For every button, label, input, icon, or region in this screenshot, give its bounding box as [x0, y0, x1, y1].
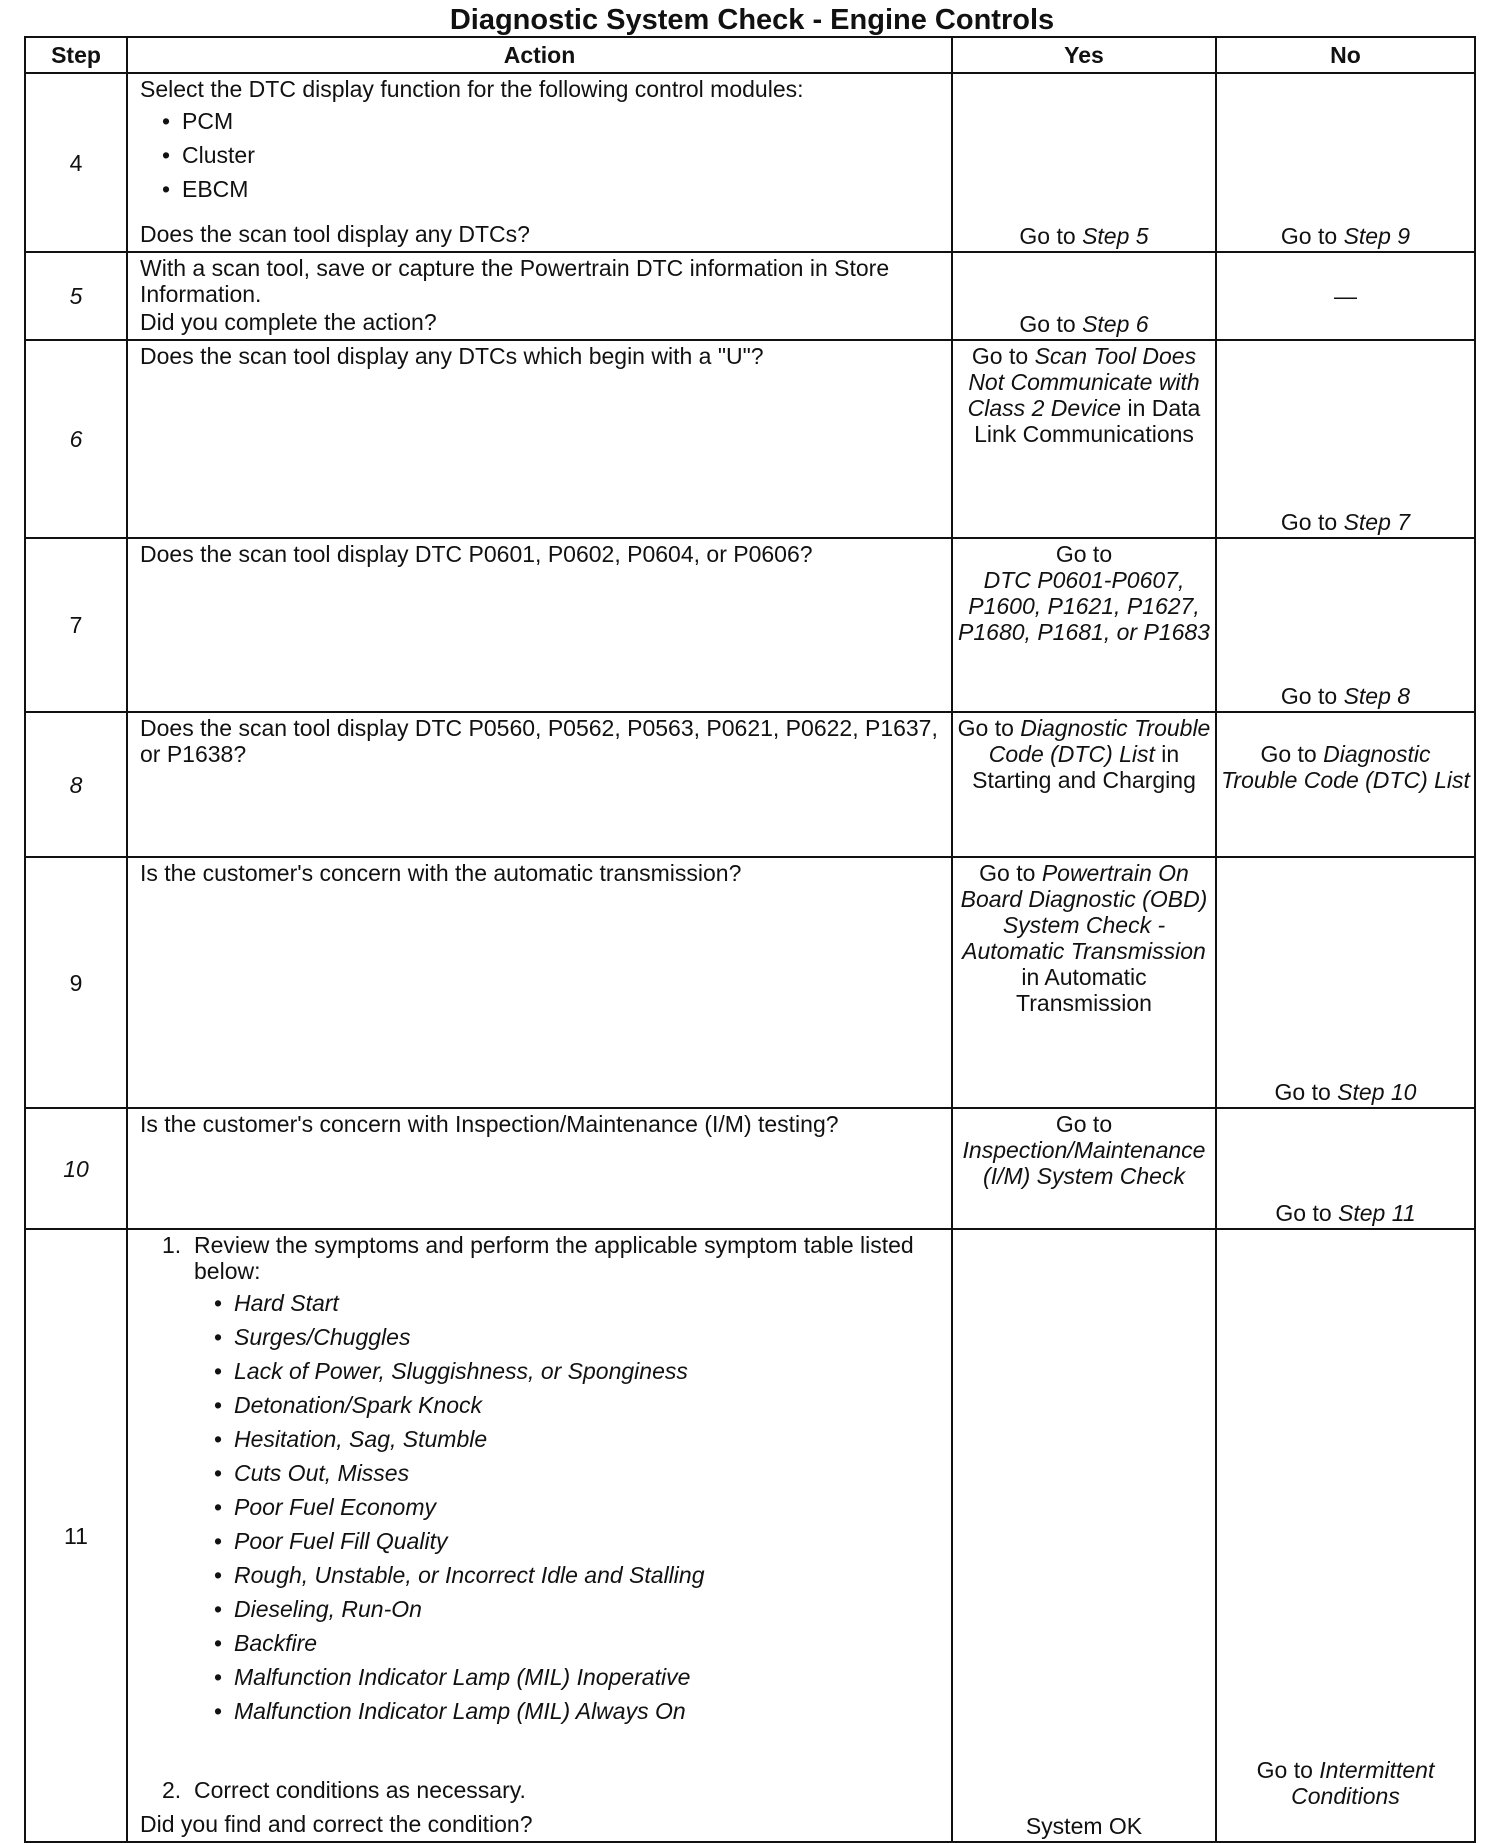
- item-number: 1.: [162, 1232, 182, 1258]
- action-cell: [127, 340, 952, 538]
- symptom-item: • Dieseling, Run-On: [214, 1596, 945, 1622]
- no-prefix: Go to: [1260, 741, 1324, 767]
- question-text: Is the customer's concern with Inspection/Maintenance (I/M) testing?: [140, 1111, 839, 1137]
- no-cell: [1216, 712, 1475, 857]
- table-row: [25, 1108, 1475, 1229]
- yes-prefix: Go to: [1019, 311, 1083, 337]
- module-item: • EBCM: [162, 176, 945, 202]
- no-prefix: Go to: [1280, 223, 1344, 249]
- symptom-item: • Rough, Unstable, or Incorrect Idle and Stalling: [214, 1562, 945, 1588]
- yes-cell: [952, 1108, 1216, 1229]
- yes-prefix: Go to: [979, 860, 1042, 886]
- no-link: Diagnostic Trouble Code (DTC) List: [1221, 741, 1470, 793]
- yes-cell: [952, 73, 1216, 252]
- module-item: • Cluster: [162, 142, 945, 168]
- symptom-item: • Backfire: [214, 1630, 945, 1656]
- yes-link: Inspection/Maintenance (I/M) System Check: [962, 1137, 1206, 1189]
- action-cell: [127, 73, 952, 252]
- header-step: Step: [25, 37, 127, 73]
- step-number: 8: [25, 712, 127, 857]
- question-text: Is the customer's concern with the automatic transmission?: [140, 860, 742, 886]
- yes-cell: [952, 1229, 1216, 1842]
- yes-cell: [952, 340, 1216, 538]
- no-link: Step 8: [1343, 683, 1411, 709]
- no-cell: [1216, 857, 1475, 1108]
- yes-suffix: in Data Link Communications: [974, 395, 1201, 447]
- no-prefix: Go to: [1280, 509, 1344, 535]
- yes-cell: [952, 712, 1216, 857]
- action-text: Select the DTC display function for the following control modules:: [140, 76, 804, 102]
- step-number: 10: [25, 1108, 127, 1229]
- yes-cell: [952, 538, 1216, 712]
- no-cell: [1216, 1108, 1475, 1229]
- no-link: Step 11: [1338, 1200, 1416, 1226]
- action-cell: [127, 538, 952, 712]
- action-cell: [127, 857, 952, 1108]
- symptom-item: • Cuts Out, Misses: [214, 1460, 945, 1486]
- no-cell: [1216, 538, 1475, 712]
- step-number: 6: [25, 340, 127, 538]
- symptom-item: • Poor Fuel Fill Quality: [214, 1528, 945, 1554]
- no-cell: [1216, 340, 1475, 538]
- no-prefix: Go to: [1256, 1757, 1320, 1783]
- no-cell: —: [1216, 252, 1475, 340]
- yes-prefix: Go to: [957, 715, 1021, 741]
- yes-result: System OK: [1025, 1813, 1143, 1839]
- header-row: [25, 37, 1475, 73]
- no-cell: [1216, 73, 1475, 252]
- action-text: With a scan tool, save or capture the Powertrain DTC information in Store Information.: [140, 255, 890, 307]
- no-prefix: Go to: [1275, 1200, 1339, 1226]
- header-action: Action: [127, 37, 952, 73]
- question-text: Does the scan tool display any DTCs which begin with a "U"?: [140, 343, 764, 369]
- step-number: 5: [25, 252, 127, 340]
- symptom-item: • Malfunction Indicator Lamp (MIL) Always On: [214, 1698, 945, 1724]
- action-cell: [127, 1108, 952, 1229]
- table-row: [25, 1229, 1475, 1842]
- table-row: [25, 73, 1475, 252]
- header-yes: Yes: [952, 37, 1216, 73]
- no-prefix: Go to: [1274, 1079, 1338, 1105]
- question-text: Does the scan tool display any DTCs?: [140, 221, 530, 247]
- no-link: Step 7: [1343, 509, 1411, 535]
- item-text: Correct conditions as necessary.: [194, 1777, 526, 1803]
- yes-suffix: in Starting and Charging: [972, 741, 1196, 793]
- diagnostic-table: [24, 36, 1476, 1843]
- yes-link: Diagnostic Trouble Code (DTC) List: [988, 715, 1211, 767]
- yes-cell: [952, 252, 1216, 340]
- action-cell: [127, 1229, 952, 1842]
- item-number: 2.: [162, 1777, 182, 1803]
- no-link: Step 9: [1343, 223, 1411, 249]
- symptom-item: • Hard Start: [214, 1290, 945, 1316]
- table-row: [25, 340, 1475, 538]
- page-title: Diagnostic System Check - Engine Controls: [449, 4, 1055, 36]
- action-cell: [127, 712, 952, 857]
- item-text: Review the symptoms and perform the applicable symptom table listed below:: [194, 1232, 914, 1284]
- table-row: [25, 712, 1475, 857]
- symptom-item: • Lack of Power, Sluggishness, or Sponginess: [214, 1358, 945, 1384]
- yes-prefix: Go to: [971, 343, 1035, 369]
- yes-link: Scan Tool Does Not Communicate with Class 2 Device: [967, 343, 1200, 421]
- no-prefix: Go to: [1280, 683, 1344, 709]
- no-link: Step 10: [1337, 1079, 1417, 1105]
- symptom-item: • Detonation/Spark Knock: [214, 1392, 945, 1418]
- yes-link: Powertrain On Board Diagnostic (OBD) System Check - Automatic Transmission: [960, 860, 1208, 964]
- yes-cell: [952, 857, 1216, 1108]
- no-cell: [1216, 1229, 1475, 1842]
- yes-prefix: Go to: [1055, 1111, 1113, 1137]
- step-number: 11: [25, 1229, 127, 1842]
- table-row: [25, 857, 1475, 1108]
- symptom-item: • Malfunction Indicator Lamp (MIL) Inoperative: [214, 1664, 945, 1690]
- step-number: 7: [25, 538, 127, 712]
- step-number: 4: [25, 73, 127, 252]
- action-cell: [127, 252, 952, 340]
- yes-link: DTC P0601-P0607, P1600, P1621, P1627, P1680, P1681, or P1683: [958, 567, 1210, 645]
- step-number: 9: [25, 857, 127, 1108]
- question-text: Does the scan tool display DTC P0601, P0602, P0604, or P0606?: [140, 541, 813, 567]
- table-row: [25, 252, 1475, 340]
- question-text: Did you find and correct the condition?: [140, 1811, 533, 1837]
- symptom-item: • Surges/Chuggles: [214, 1324, 945, 1350]
- question-text: Did you complete the action?: [140, 309, 437, 335]
- header-no: No: [1216, 37, 1475, 73]
- yes-prefix: Go to: [1019, 223, 1083, 249]
- yes-suffix: in Automatic Transmission: [1016, 964, 1152, 1016]
- yes-prefix: Go to: [1055, 541, 1113, 567]
- no-link: Intermittent Conditions: [1291, 1757, 1435, 1809]
- yes-link: Step 6: [1082, 311, 1149, 337]
- question-text: Does the scan tool display DTC P0560, P0562, P0563, P0621, P0622, P1637, or P1638?: [140, 715, 938, 767]
- table-row: [25, 538, 1475, 712]
- module-item: • PCM: [162, 108, 945, 134]
- yes-link: Step 5: [1082, 223, 1149, 249]
- symptom-item: • Hesitation, Sag, Stumble: [214, 1426, 945, 1452]
- symptom-item: • Poor Fuel Economy: [214, 1494, 945, 1520]
